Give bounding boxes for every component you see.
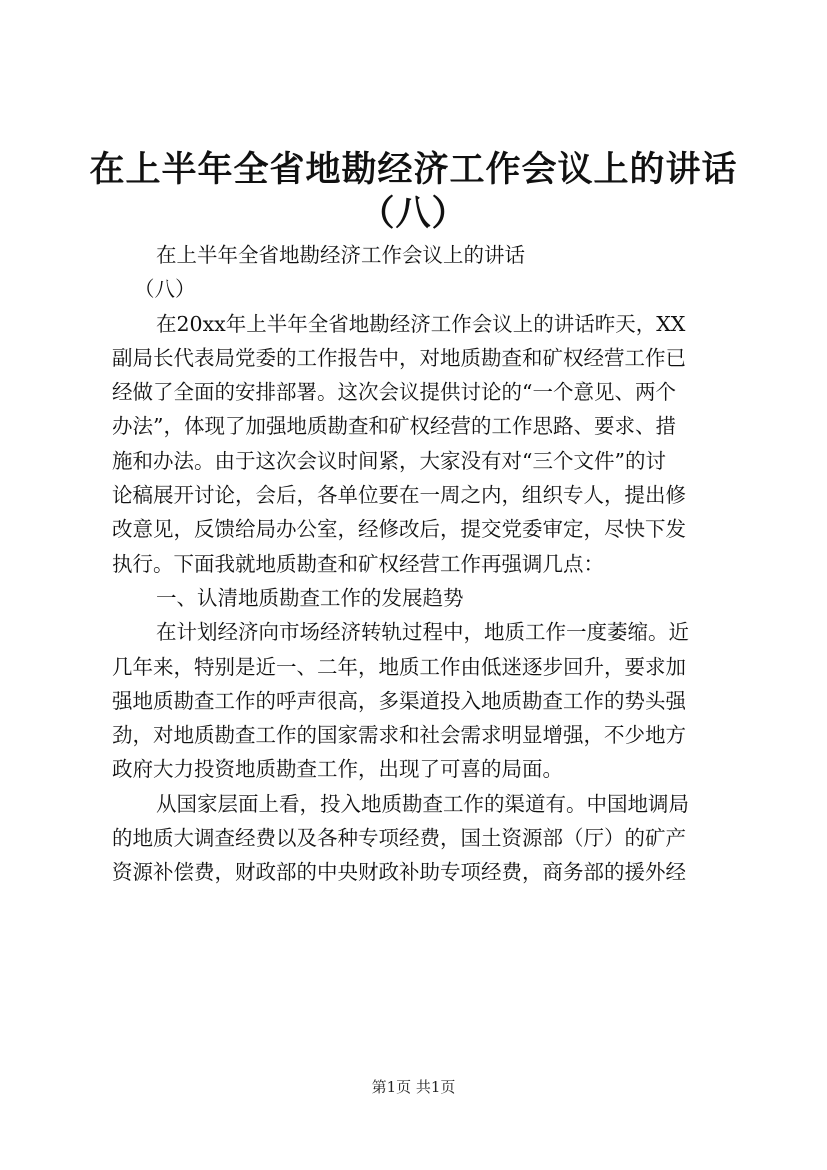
body-line: 的地质大调查经费以及各种专项经费，国土资源部（厅）的矿产 bbox=[112, 826, 686, 851]
page-footer: 第1页 共1页 bbox=[371, 1078, 456, 1096]
body-line: 几年来，特别是近一、二年，地质工作由低迷逐步回升，要求加 bbox=[112, 654, 686, 679]
body-line: 在20xx年上半年全省地勘经济工作会议上的讲话昨天，XX bbox=[156, 311, 686, 336]
body-line: 论稿展开讨论，会后，各单位要在一周之内，组织专人，提出修 bbox=[112, 483, 686, 508]
body-line: 在计划经济向市场经济转轨过程中，地质工作一度萎缩。近 bbox=[156, 620, 689, 645]
body-line: 从国家层面上看，投入地质勘查工作的渠道有。中国地调局 bbox=[156, 791, 689, 816]
document-body bbox=[112, 238, 724, 890]
body-line: 强地质勘查工作的呼声很高，多渠道投入地质勘查工作的势头强 bbox=[112, 688, 686, 713]
document-title: 在上半年全省地勘经济工作会议上的讲话 bbox=[89, 149, 738, 190]
section-heading: 一、认清地质勘查工作的发展趋势 bbox=[156, 585, 464, 610]
body-line: 经做了全面的安排部署。这次会议提供讨论的“一个意见、两个 bbox=[112, 380, 676, 405]
document-title-suffix: （八） bbox=[359, 193, 468, 234]
body-line: 副局长代表局党委的工作报告中，对地质勘查和矿权经营工作已 bbox=[112, 345, 686, 370]
body-line: 资源补偿费，财政部的中央财政补助专项经费，商务部的援外经 bbox=[112, 860, 686, 885]
body-line-subtitle: 在上半年全省地勘经济工作会议上的讲话 bbox=[156, 243, 525, 267]
body-line: 执行。下面我就地质勘查和矿权经营工作再强调几点： bbox=[112, 551, 604, 576]
body-line: 办法”，体现了加强地质勘查和矿权经营的工作思路、要求、措 bbox=[112, 414, 676, 439]
body-line: 改意见，反馈给局办公室，经修改后，提交党委审定，尽快下发 bbox=[112, 517, 686, 542]
body-line: 政府大力投资地质勘查工作，出现了可喜的局面。 bbox=[112, 757, 563, 782]
body-line: 施和办法。由于这次会议时间紧，大家没有对“三个文件”的讨 bbox=[112, 448, 666, 473]
body-line: 劲，对地质勘查工作的国家需求和社会需求明显增强，不少地方 bbox=[112, 723, 686, 748]
body-line-subtitle-suffix: （八） bbox=[134, 277, 196, 302]
